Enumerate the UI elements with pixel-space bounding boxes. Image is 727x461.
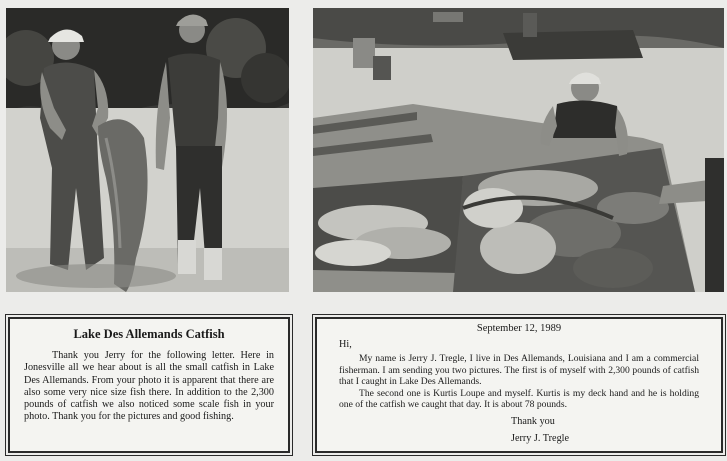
letter-paragraph-1: My name is Jerry J. Tregle, I live in Des Allemands, Louisiana and I am a commercial fisherman. I am sending you two pictures. The first is of myself with 2,300 pounds of catfish that I caught in Lake Des Allemands. (339, 353, 699, 388)
letter-closing: Thank you (511, 415, 555, 427)
photo-two-men-with-catfish-graphic (6, 8, 289, 292)
article-box (8, 317, 290, 453)
letter-box (315, 317, 723, 453)
letter-greeting: Hi, (339, 339, 352, 350)
article-body: Thank you Jerry for the following letter. Here in Jonesville all we hear about is all the small catfish in Lake Des Allemands. From your photo it is apparent that there are also some very nice size fish there. In addition to the 2,300 pounds of catfish we also noticed some scale fish in your photo. Thank you for the pictures and good fishing. (24, 350, 274, 423)
letter-paragraph-2: The second one is Kurtis Loupe and myself. Kurtis is my deck hand and he is holding one of the catfish we caught that day. It is about 78 pounds. (339, 387, 699, 411)
photo-boat-full-of-catfish-graphic (313, 8, 724, 292)
letter-signature: Jerry J. Tregle (511, 432, 570, 444)
photo-two-men-with-catfish (6, 8, 289, 292)
article-title: Lake Des Allemands Catfish (73, 327, 225, 341)
letter-date: September 12, 1989 (476, 323, 562, 334)
photo-boat-full-of-catfish (313, 8, 724, 292)
